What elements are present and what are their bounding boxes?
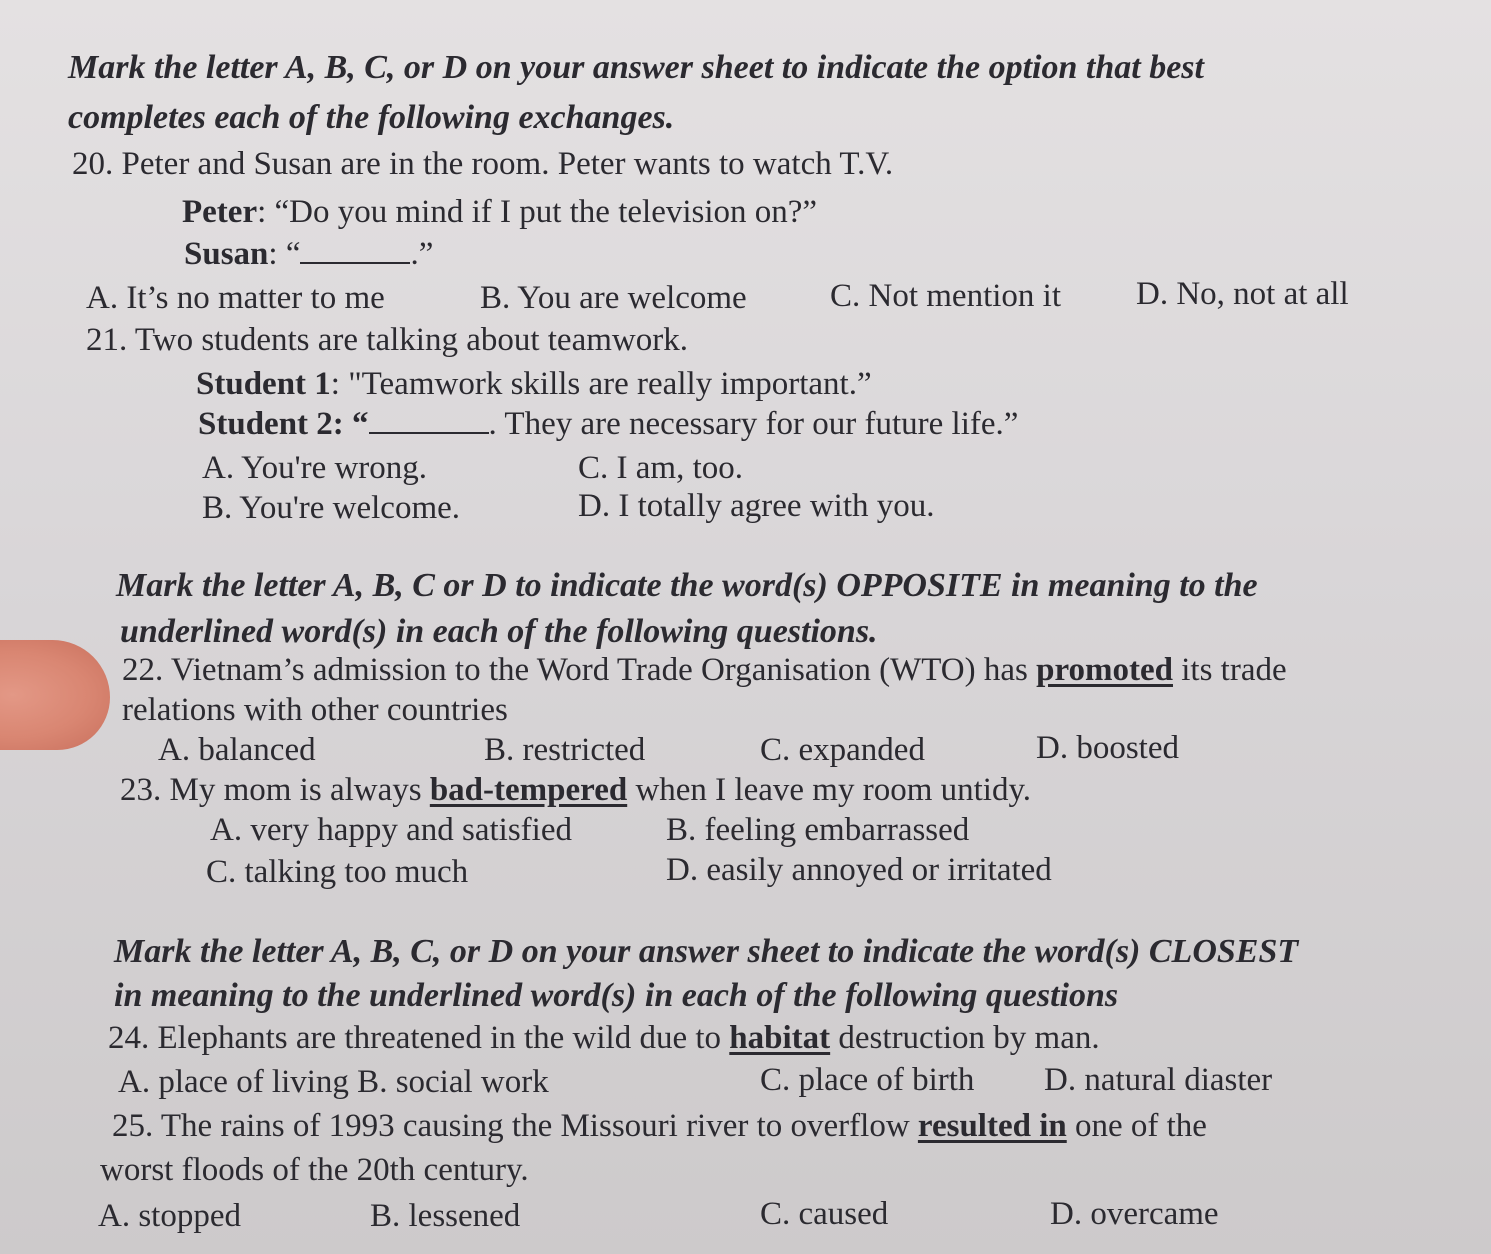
q23-option-b: B. feeling embarrassed	[666, 812, 970, 848]
q24-underlined-word: habitat	[729, 1020, 831, 1056]
q22-option-b: B. restricted	[484, 732, 646, 768]
section1-instruction-line2: completes each of the following exchanges.	[68, 99, 675, 136]
q25-option-b: B. lessened	[370, 1198, 521, 1234]
section3-instruction-line1: Mark the letter A, B, C, or D on your answer sheet to indicate the word(s) CLOSEST	[114, 933, 1299, 970]
q24-option-d: D. natural diaster	[1044, 1062, 1273, 1098]
q21-student1-line	[196, 364, 872, 404]
section2-instruction-line2: underlined word(s) in each of the following questions.	[120, 613, 878, 650]
q23-stem-after: when I leave my room untidy.	[627, 772, 1032, 808]
q21-student1-label: Student 1	[196, 366, 331, 402]
q21-option-b: B. You're welcome.	[202, 490, 461, 526]
q24-stem-after: destruction by man.	[830, 1020, 1100, 1056]
q24-stem-before: 24. Elephants are threatened in the wild due to	[108, 1020, 730, 1056]
q20-answer-blank	[300, 234, 410, 264]
q21-option-c: C. I am, too.	[578, 450, 743, 486]
q20-option-a: A. It’s no matter to me	[86, 280, 385, 316]
section2-instruction-line1: Mark the letter A, B, C or D to indicate the word(s) OPPOSITE in meaning to the	[116, 567, 1258, 604]
q25-stem-line2: worst floods of the 20th century.	[100, 1152, 529, 1188]
q23-option-d: D. easily annoyed or irritated	[666, 852, 1052, 888]
q21-student2-label: Student 2: “	[198, 406, 369, 442]
q25-underlined-word: resulted in	[917, 1108, 1067, 1144]
q24-stem	[108, 1018, 1100, 1058]
q22-stem-line2: relations with other countries	[122, 692, 508, 728]
q21-student2-line	[198, 404, 1018, 444]
q20-option-b: B. You are welcome	[480, 280, 747, 316]
q20-option-c: C. Not mention it	[830, 278, 1061, 314]
q20-peter-line	[182, 192, 817, 232]
q20-susan-label: Susan	[184, 236, 269, 272]
q22-option-a: A. balanced	[158, 732, 316, 768]
q20-susan-line	[184, 234, 433, 274]
q20-peter-label: Peter	[182, 194, 258, 230]
q25-stem-after: one of the	[1066, 1108, 1207, 1144]
section1-instruction-line1: Mark the letter A, B, C, or D on your answer sheet to indicate the option that best	[68, 49, 1204, 86]
q23-underlined-word: bad-tempered	[429, 772, 628, 808]
q23-option-c: C. talking too much	[206, 854, 469, 890]
q22-underlined-word: promoted	[1036, 652, 1173, 688]
q21-option-d: D. I totally agree with you.	[578, 488, 935, 524]
q20-susan-close: .”	[410, 236, 434, 272]
q21-student1-text: : "Teamwork skills are really important.”	[330, 366, 872, 402]
q20-peter-text: : “Do you mind if I put the television on?”	[257, 194, 818, 230]
q21-stem: 21. Two students are talking about teamwork.	[86, 322, 688, 358]
q22-stem-line1	[122, 650, 1287, 690]
q21-student2-text: . They are necessary for our future life.”	[488, 406, 1019, 442]
q22-option-c: C. expanded	[760, 732, 925, 768]
q25-stem-line1	[112, 1106, 1207, 1146]
finger-photo-artifact	[0, 640, 110, 750]
q21-option-a: A. You're wrong.	[202, 450, 428, 486]
q20-option-d: D. No, not at all	[1136, 276, 1349, 312]
q23-stem-before: 23. My mom is always	[120, 772, 430, 808]
q22-option-d: D. boosted	[1036, 730, 1179, 766]
q20-susan-open: : “	[268, 236, 301, 272]
q25-option-a: A. stopped	[98, 1198, 241, 1234]
q24-option-c: C. place of birth	[760, 1062, 975, 1098]
q21-answer-blank	[369, 404, 489, 434]
section3-instruction-line2: in meaning to the underlined word(s) in each of the following questions	[114, 977, 1119, 1014]
q22-stem-before: 22. Vietnam’s admission to the Word Trade Organisation (WTO) has	[122, 652, 1037, 688]
q24-option-a-b: A. place of living B. social work	[118, 1064, 549, 1100]
q25-option-d: D. overcame	[1050, 1196, 1219, 1232]
q23-option-a: A. very happy and satisfied	[210, 812, 572, 848]
q25-option-c: C. caused	[760, 1196, 889, 1232]
q22-stem-after: its trade	[1172, 652, 1287, 688]
q25-stem-before: 25. The rains of 1993 causing the Missouri river to overflow	[112, 1108, 918, 1144]
q20-stem: 20. Peter and Susan are in the room. Peter wants to watch T.V.	[72, 146, 894, 182]
q23-stem	[120, 770, 1031, 810]
